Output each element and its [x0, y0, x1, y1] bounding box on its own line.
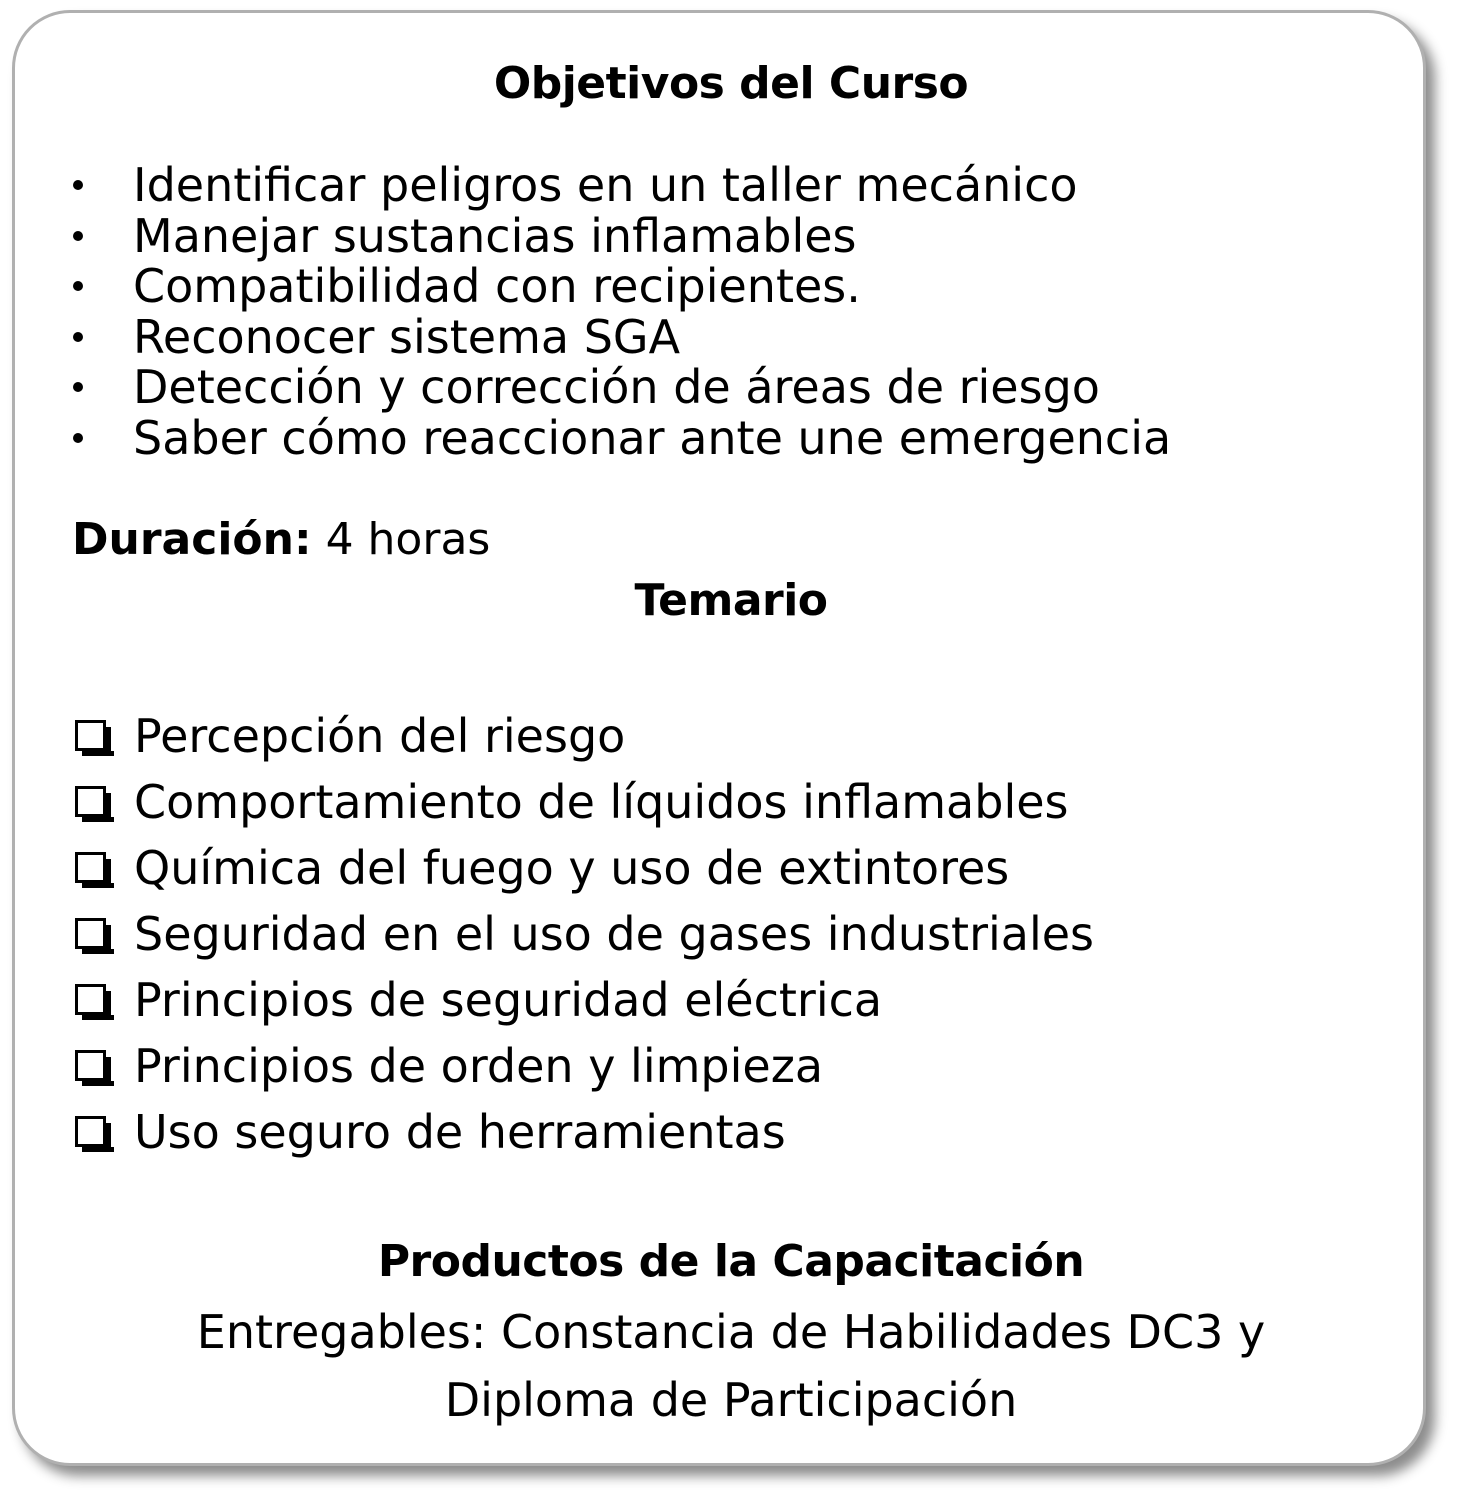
temario-text: Principios de orden y limpieza: [134, 1039, 824, 1093]
objetivo-text: Reconocer sistema SGA: [133, 309, 681, 364]
temario-item: [75, 837, 1094, 903]
objetivo-item: [70, 208, 1171, 263]
objetivo-item: [70, 410, 1172, 465]
bullet-icon: [73, 332, 83, 342]
temario-list: [75, 705, 1094, 1167]
temario-item: [75, 969, 1094, 1035]
entregables-text: [0, 1298, 1462, 1434]
entregables-line-2: Diploma de Participación: [444, 1373, 1018, 1427]
objetivo-text: Saber cómo reaccionar ante une emergencia: [133, 410, 1172, 465]
checkbox-icon: [75, 720, 106, 751]
temario-item: [75, 903, 1094, 969]
temario-item: [75, 1035, 1094, 1101]
temario-text: Percepción del riesgo: [134, 709, 626, 763]
duracion-line: [72, 512, 490, 568]
objetivo-text: Compatibilidad con recipientes.: [133, 259, 861, 313]
bullet-icon: [73, 180, 83, 190]
objetivo-item: [70, 309, 1171, 364]
temario-item: [75, 705, 1094, 771]
temario-text: Seguridad en el uso de gases industriales: [134, 907, 1095, 961]
bullet-icon: [73, 382, 83, 392]
checkbox-icon: [75, 1116, 106, 1147]
checkbox-icon: [75, 1050, 106, 1081]
bullet-icon: [73, 433, 83, 443]
objetivos-title: Objetivos del Curso: [493, 58, 969, 109]
temario-title: Temario: [634, 575, 828, 626]
checkbox-icon: [75, 852, 106, 883]
checkbox-icon: [75, 918, 106, 949]
temario-item: [75, 771, 1094, 837]
checkbox-icon: [75, 786, 106, 817]
objetivo-text: Detección y corrección de áreas de riesgo: [133, 360, 1100, 414]
temario-text: Uso seguro de herramientas: [134, 1105, 786, 1159]
objetivo-item: [70, 362, 1171, 413]
entregables-line-1: Entregables: Constancia de Habilidades DC3 y: [196, 1305, 1266, 1359]
duracion-value: 4 horas: [325, 514, 491, 565]
temario-item: [75, 1101, 1094, 1167]
objetivo-item: [70, 160, 1171, 211]
objetivo-text: Identificar peligros en un taller mecánico: [133, 158, 1078, 212]
temario-text: Comportamiento de líquidos inflamables: [134, 775, 1069, 829]
temario-text: Principios de seguridad eléctrica: [134, 973, 883, 1027]
temario-text: Química del fuego y uso de extintores: [134, 841, 1010, 895]
objetivo-item: [70, 261, 1171, 312]
checkbox-icon: [75, 984, 106, 1015]
bullet-icon: [73, 281, 83, 291]
objetivo-text: Manejar sustancias inflamables: [133, 208, 857, 263]
objetivos-list: [70, 160, 1171, 463]
bullet-icon: [73, 231, 83, 241]
duracion-label: Duración:: [72, 514, 312, 565]
productos-title: Productos de la Capacitación: [377, 1236, 1085, 1287]
